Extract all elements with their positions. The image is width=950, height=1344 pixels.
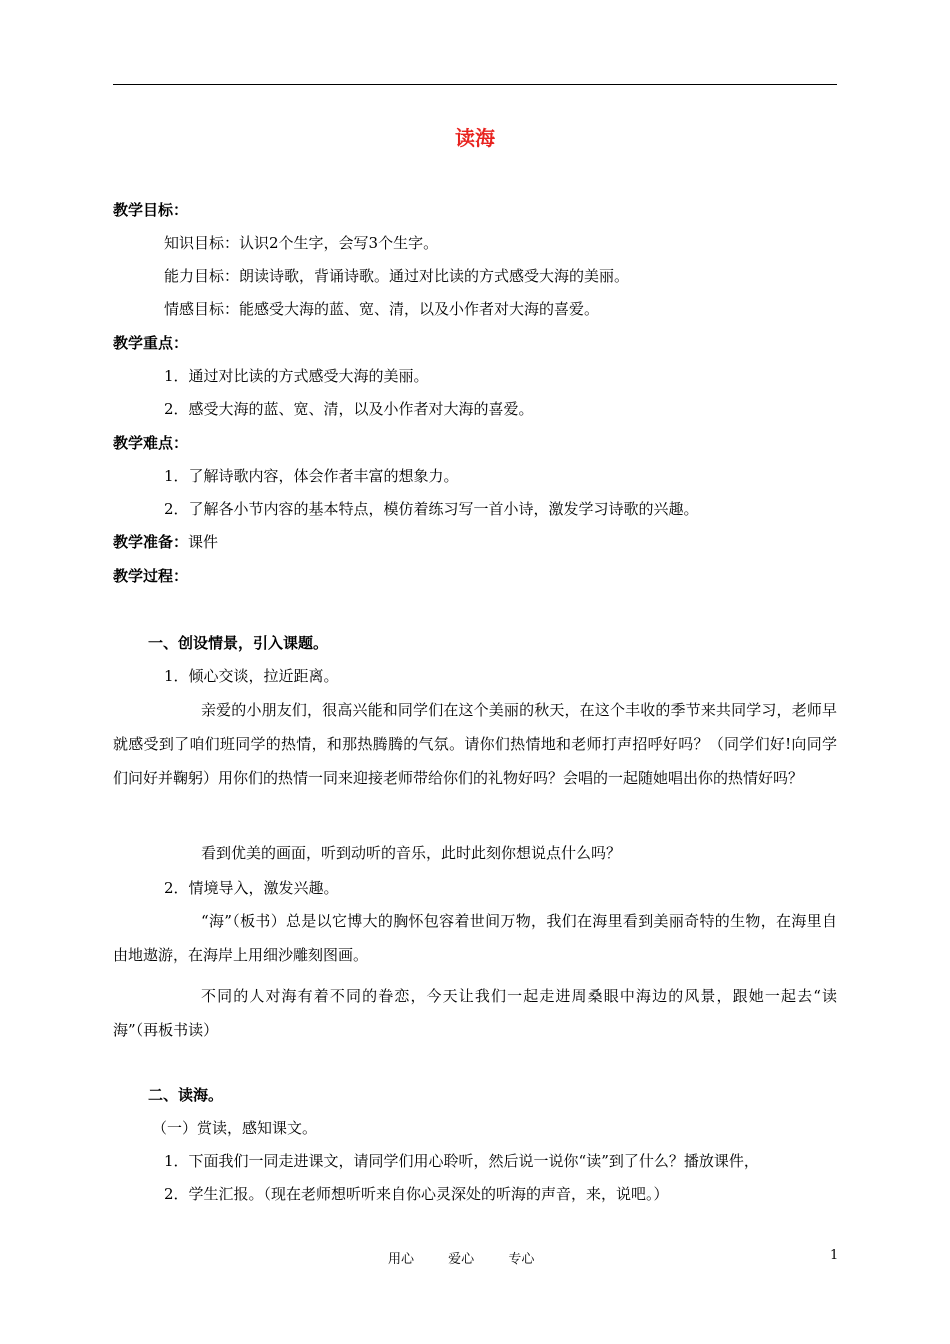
section1-step1: 1．倾心交谈，拉近距离。 (164, 667, 339, 685)
section2-step1: 1．下面我们一同走进课文，请同学们用心聆听，然后说一说你“读”到了什么？播放课件， (164, 1152, 759, 1170)
footer-motto: 爱心 (448, 1252, 475, 1267)
objective-knowledge: 知识目标：认识2个生字，会写3个生字。 (164, 234, 439, 252)
header-rule (113, 84, 837, 85)
process-heading: 教学过程： (113, 567, 189, 585)
footer-motto: 专心 (508, 1252, 535, 1267)
key-points-heading: 教学重点： (113, 334, 189, 352)
difficulty-item: 2．了解各小节内容的基本特点，模仿着练习写一首小诗，激发学习诗歌的兴趣。 (164, 500, 699, 518)
section1-para1: 亲爱的小朋友们，很高兴能和同学们在这个美丽的秋天，在这个丰收的季节来共同学习，老师早就感受到了咱们班同学的热情，和那热腾腾的气氛。请你们热情地和老师打声招呼好吗？（同学们好!向同学们问好并鞠躬）用你们的热情一同来迎接老师带给你们的礼物好吗？会唱的一起随她唱出你的热情好吗？ (113, 701, 837, 787)
section1-para4: 不同的人对海有着不同的眷恋，今天让我们一起走进周桑眼中海边的风景，跟她一起去“读海”（再板书读） (113, 987, 837, 1039)
section1-para2: 看到优美的画面，听到动听的音乐，此时此刻你想说点什么吗？ (201, 844, 622, 862)
preparation-line (113, 532, 218, 552)
preparation-heading: 教学准备： (113, 533, 189, 551)
key-point-item: 2．感受大海的蓝、宽、清，以及小作者对大海的喜爱。 (164, 400, 534, 418)
section2-heading: 二、读海。 (148, 1086, 224, 1104)
section1-step2: 2．情境导入，激发兴趣。 (164, 879, 339, 897)
objective-emotion: 情感目标：能感受大海的蓝、宽、清，以及小作者对大海的喜爱。 (164, 300, 600, 318)
footer-motto: 用心 (388, 1252, 415, 1267)
section2-sub1: （一）赏读，感知课文。 (152, 1119, 318, 1137)
page-title: 读海 (455, 126, 495, 150)
footer-mottos (388, 1248, 564, 1267)
key-point-item: 1．通过对比读的方式感受大海的美丽。 (164, 367, 429, 385)
section2-step2: 2．学生汇报。（现在老师想听听来自你心灵深处的听海的声音，来，说吧。） (164, 1185, 669, 1203)
section1-para3: “海”（板书）总是以它博大的胸怀包容着世间万物，我们在海里看到美丽奇特的生物，在海里自由地遨游，在海岸上用细沙雕刻图画。 (113, 912, 837, 964)
page-number: 1 (830, 1248, 839, 1263)
objective-ability: 能力目标：朗读诗歌，背诵诗歌。通过对比读的方式感受大海的美丽。 (164, 267, 630, 285)
objectives-heading: 教学目标： (113, 201, 189, 219)
difficulties-heading: 教学难点： (113, 434, 189, 452)
difficulty-item: 1．了解诗歌内容，体会作者丰富的想象力。 (164, 467, 459, 485)
preparation-value: 课件 (188, 533, 219, 551)
section1-heading: 一、创设情景，引入课题。 (148, 634, 329, 652)
